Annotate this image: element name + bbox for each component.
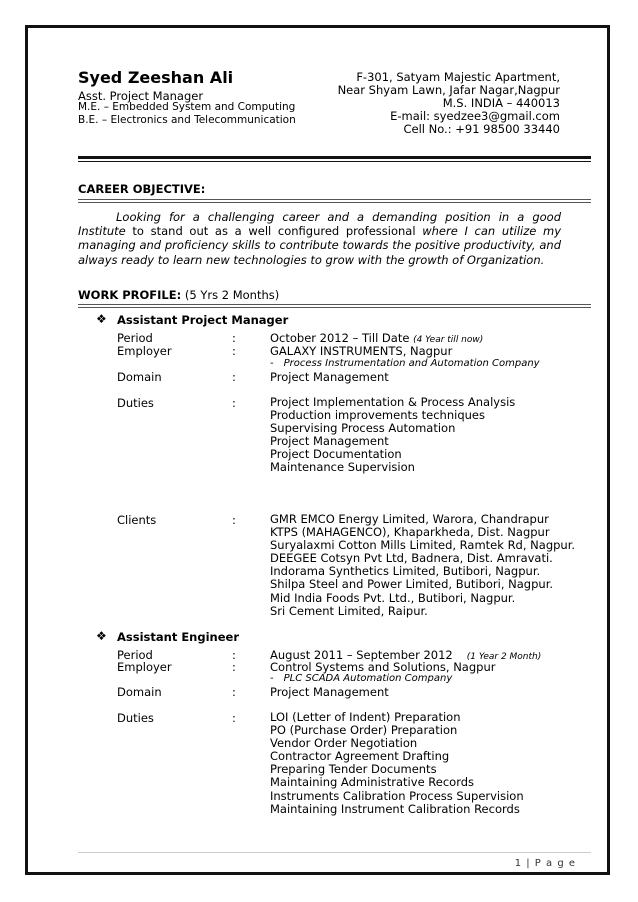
duty-item: Maintaining Administrative Records	[270, 775, 475, 790]
job1-role: Assistant Project Manager	[117, 313, 289, 327]
header-divider	[78, 156, 591, 159]
education-me: M.E. – Embedded System and Computing	[78, 101, 296, 113]
client-item: Indorama Synthetics Limited, Butibori, Nagpur.	[270, 564, 541, 579]
footer-divider	[78, 852, 591, 853]
candidate-title: Asst. Project Manager	[78, 89, 204, 103]
career-text-b: to stand out as a well configured professional	[125, 224, 423, 239]
job2-domain-colon: :	[232, 685, 236, 699]
job2-employer-value: Control Systems and Solutions, Nagpur	[270, 660, 496, 674]
job2-employer-label: Employer	[117, 660, 172, 674]
duty-item: Instruments Calibration Process Supervision	[270, 788, 524, 803]
work-profile-heading	[78, 288, 279, 302]
dash-icon: -	[270, 673, 274, 684]
page-separator: |	[522, 858, 535, 869]
career-rule-2	[78, 202, 591, 203]
duty-item: Maintenance Supervision	[270, 460, 415, 475]
duty-item: Project Documentation	[270, 447, 402, 462]
client-item: Mid India Foods Pvt. Ltd., Butibori, Nagpur.	[270, 590, 516, 605]
job2-employer-colon: :	[232, 660, 236, 674]
job2-employer-sub-text: PLC SCADA Automation Company	[283, 673, 453, 684]
duty-item: Production improvements techniques	[270, 408, 485, 423]
career-text-c: where I can utilize my managing and proficiency skills to contribute towards the positive productivity, and always ready to learn new technologies to grow with the growth of Organization.	[78, 224, 561, 267]
duty-item: Preparing Tender Documents	[270, 762, 437, 777]
duty-item: Project Implementation & Process Analysis	[270, 395, 516, 409]
email-line[interactable]: E-mail: syedzee3@gmail.com	[390, 109, 560, 123]
job1-employer-sub-text: Process Instrumentation and Automation Company	[283, 358, 540, 369]
duty-item: Project Management	[270, 434, 389, 449]
career-objective-heading: CAREER OBJECTIVE:	[78, 182, 206, 196]
job2-domain-label: Domain	[117, 685, 162, 699]
page-word: P a g e	[534, 858, 576, 869]
job1-domain-value: Project Management	[270, 370, 389, 384]
career-text-a: Looking for a challenging career and a demanding position in a good Institute	[78, 210, 561, 239]
header-divider-thin	[78, 161, 591, 162]
job2-role: Assistant Engineer	[117, 630, 239, 644]
job1-employer-value: GALAXY INSTRUMENTS, Nagpur	[270, 344, 453, 358]
job2-employer-sub	[270, 673, 452, 684]
job1-duties-label: Duties	[117, 396, 154, 410]
job1-period-note: (4 Year till now)	[413, 335, 484, 345]
job1-clients-list	[270, 513, 575, 618]
diamond-bullet-icon: ❖	[96, 312, 107, 326]
job2-period-note: (1 Year 2 Month)	[466, 652, 542, 662]
client-item: GMR EMCO Energy Limited, Warora, Chandrapur	[270, 512, 549, 526]
work-rule-1	[78, 304, 591, 305]
job2-duties-colon: :	[232, 711, 236, 725]
job1-employer-sub	[270, 358, 540, 369]
job1-period-value	[270, 331, 483, 345]
page-number: 1	[514, 858, 523, 869]
duty-item: Maintaining Instrument Calibration Records	[270, 801, 520, 816]
job2-duties-list	[270, 711, 524, 816]
work-rule-2	[78, 307, 591, 308]
address-line-1: F-301, Satyam Majestic Apartment,	[356, 70, 560, 84]
client-item: Suryalaxmi Cotton Mills Limited, Ramtek Rd, Nagpur.	[270, 538, 576, 553]
job1-domain-colon: :	[232, 370, 236, 384]
page-footer	[515, 858, 576, 869]
duty-item: Contractor Agreement Drafting	[270, 749, 450, 764]
candidate-name: Syed Zeeshan Ali	[78, 68, 234, 87]
job1-domain-label: Domain	[117, 370, 162, 384]
job2-period-colon: :	[232, 648, 236, 662]
job2-domain-value: Project Management	[270, 685, 389, 699]
duty-item: Vendor Order Negotiation	[270, 736, 418, 751]
client-item: Shilpa Steel and Power Limited, Butibori, Nagpur.	[270, 577, 554, 592]
job2-duties-label: Duties	[117, 711, 154, 725]
phone-line: Cell No.: +91 98500 33440	[403, 122, 560, 136]
job2-period-text: August 2011 – September 2012	[270, 648, 453, 662]
address-line-2: Near Shyam Lawn, Jafar Nagar,Nagpur	[337, 83, 560, 97]
client-item: KTPS (MAHAGENCO), Khaparkheda, Dist. Nagpur	[270, 525, 550, 540]
client-item: DEEGEE Cotsyn Pvt Ltd, Badnera, Dist. Amravati.	[270, 551, 553, 566]
job2-period-label: Period	[117, 648, 153, 662]
job1-employer-colon: :	[232, 344, 236, 358]
job1-duties-list	[270, 396, 515, 475]
job1-period-text: October 2012 – Till Date	[270, 331, 410, 345]
job1-clients-label: Clients	[117, 513, 157, 527]
job1-period-colon: :	[232, 331, 236, 345]
education-be: B.E. – Electronics and Telecommunication	[78, 114, 296, 126]
job1-clients-colon: :	[232, 513, 236, 527]
duty-item: Supervising Process Automation	[270, 421, 456, 436]
diamond-bullet-icon: ❖	[96, 629, 107, 643]
dash-icon: -	[270, 358, 274, 369]
work-profile-label: WORK PROFILE:	[78, 288, 182, 302]
career-objective-text	[78, 210, 561, 267]
career-rule-1	[78, 199, 591, 200]
job1-period-label: Period	[117, 331, 153, 345]
job1-employer-label: Employer	[117, 344, 172, 358]
address-line-3: M.S. INDIA – 440013	[442, 96, 560, 110]
work-duration: (5 Yrs 2 Months)	[181, 288, 280, 302]
duty-item: LOI (Letter of Indent) Preparation	[270, 710, 461, 724]
client-item: Sri Cement Limited, Raipur.	[270, 603, 428, 618]
duty-item: PO (Purchase Order) Preparation	[270, 723, 458, 738]
job1-duties-colon: :	[232, 396, 236, 410]
